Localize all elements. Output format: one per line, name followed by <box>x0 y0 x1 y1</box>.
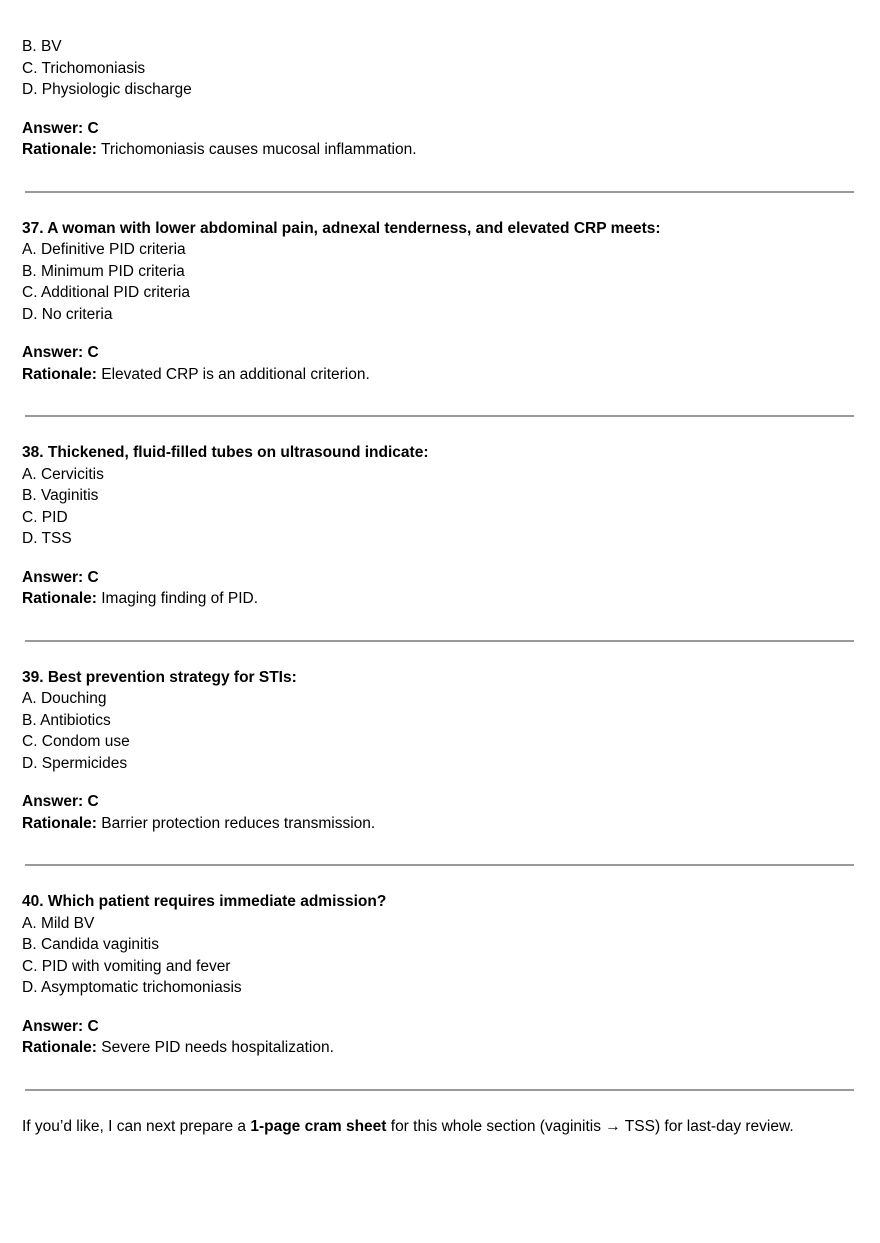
option-c: C. PID <box>22 508 68 526</box>
option-a: A. Cervicitis <box>22 465 104 483</box>
question-text: 38. Thickened, fluid-filled tubes on ultrasound indicate: <box>22 444 429 461</box>
option-d: D. Spermicides <box>22 754 128 772</box>
rationale-text: Trichomoniasis causes mucosal inflammation. <box>96 141 417 158</box>
rationale-line <box>22 588 854 610</box>
footer-note <box>22 1116 854 1138</box>
question-text: 37. A woman with lower abdominal pain, adnexal tenderness, and elevated CRP meets: <box>22 219 661 237</box>
rationale-label: Rationale: <box>22 1039 97 1056</box>
question-40 <box>22 891 854 1059</box>
option-b: B. Vaginitis <box>22 487 99 504</box>
option-d: D. Physiologic discharge <box>22 81 192 98</box>
question-text: 39. Best prevention strategy for STIs: <box>22 668 297 686</box>
rationale-text: Severe PID needs hospitalization. <box>96 1039 334 1056</box>
rationale-line <box>22 813 854 835</box>
rationale-text: Barrier protection reduces transmission. <box>96 814 376 832</box>
rationale-label: Rationale: <box>22 141 97 158</box>
option-a: A. Douching <box>22 690 107 707</box>
option-c: C. Condom use <box>22 733 130 750</box>
option-b: B. Candida vaginitis <box>22 936 159 953</box>
rationale-label: Rationale: <box>22 590 97 607</box>
footer-text-before: If you’d like, I can next prepare a <box>22 1117 251 1135</box>
option-b: B. Antibiotics <box>22 711 111 729</box>
answer-line: Answer: C <box>22 568 99 586</box>
answer-line: Answer: C <box>22 1017 99 1035</box>
option-b: B. Minimum PID criteria <box>22 262 185 280</box>
rationale-text: Elevated CRP is an additional criterion. <box>96 365 370 383</box>
question-36-continued <box>22 36 854 161</box>
option-c: C. Trichomoniasis <box>22 59 146 77</box>
option-d: D. No criteria <box>22 305 113 323</box>
footer-text-bold: 1-page cram sheet <box>250 1117 387 1135</box>
option-d: D. Asymptomatic trichomoniasis <box>22 979 242 996</box>
answer-line: Answer: C <box>22 119 99 137</box>
question-38 <box>22 442 854 610</box>
option-b: B. BV <box>22 38 62 55</box>
question-37 <box>22 218 854 386</box>
question-text: 40. Which patient requires immediate admission? <box>22 893 387 910</box>
rationale-label: Rationale: <box>22 365 97 383</box>
option-a: A. Definitive PID criteria <box>22 241 186 258</box>
answer-line: Answer: C <box>22 793 99 810</box>
rationale-label: Rationale: <box>22 814 97 832</box>
option-d: D. TSS <box>22 530 72 547</box>
document-page <box>22 36 854 1137</box>
question-39 <box>22 667 854 835</box>
option-c: C. PID with vomiting and fever <box>22 957 231 975</box>
rationale-line <box>22 364 854 386</box>
rationale-line <box>22 1037 854 1059</box>
footer-text-after: for this whole section (vaginitis → TSS) for last-day review. <box>386 1117 794 1135</box>
option-c: C. Additional PID criteria <box>22 284 190 301</box>
rationale-text: Imaging finding of PID. <box>96 590 259 607</box>
answer-line: Answer: C <box>22 344 99 361</box>
option-a: A. Mild BV <box>22 914 95 932</box>
rationale-line <box>22 139 854 161</box>
